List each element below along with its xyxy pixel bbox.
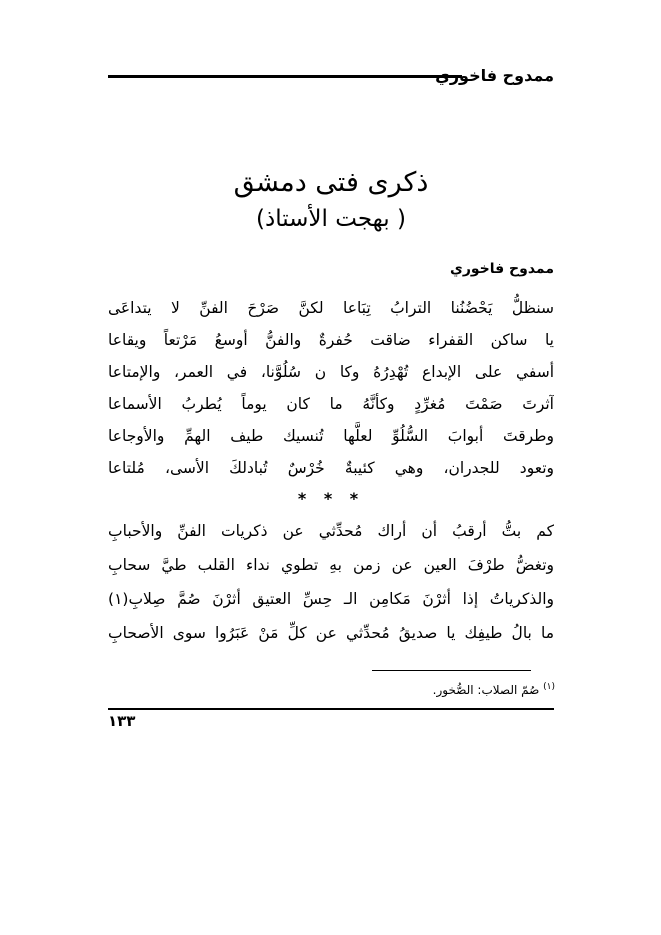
verse-line: ما بالُ طيفِك يا صديقُ مُحدِّثي عن كلِّ مَنْ عَبَرُوا سوى الأصحابِ [108,624,554,642]
verse-line: كم بتُّ أرقبُ أن أراك مُحدِّثي عن ذكريات الفنِّ والأحبابِ [108,522,554,540]
footnote-text: صُمّ الصلاب: الصُّخور. [432,683,540,697]
poem-title: ذكرى فتى دمشق [233,167,429,198]
header-rule [108,75,462,78]
running-header [108,64,554,90]
verse-line: وطرقتَ أبوابَ السُّلُوِّ لعلَّها تُنسيك طيف الهمِّ والأوجاعا [108,427,554,445]
poem-subtitle: ( بهجت الأستاذ) [256,206,406,232]
footnote-marker: (١) [543,682,555,692]
stanza-2 [108,514,554,650]
footnote [433,678,555,699]
stanza-separator: * * * [297,489,365,508]
header-author-name: ممدوح فاخوري [435,66,554,85]
verse-line: سنظلُّ يَحْضُنُنا الترابُ تِبَاعا لكنَّ صَرْحَ الفنِّ لا يتداعَى [108,299,554,317]
verse-line: وتعود للجدران، وهي كئيبةٌ خُرْسٌ تُبادلكَ الأسى، مُلتاعا [108,459,554,477]
page-number: ١٣٣ [108,712,136,730]
footer-rule [108,708,554,710]
verse-line: والذكرياتُ إذا أثرْنَ مَكامِن الـ حِسِّ العتيق أثرْنَ صُمَّ صِلابِ(١) [108,590,554,608]
poem-author: ممدوح فاخوري [450,261,554,277]
verse-line: آثرتَ صَمْتَ مُغرِّدٍ وكأنَّهُ ما كان يوماً يُطربُ الأسماعا [108,395,554,413]
verse-line: أسفي على الإبداع تُهْدِرُهُ وكا ن سُلُوَّنا، في العمر، والإمتاعا [108,363,554,381]
stanza-1 [108,292,554,484]
verse-line: يا ساكن القفراء ضاقت حُفرةٌ والفنُّ أوسعُ مَرْتعاً ويقاعا [108,331,554,349]
verse-line: وتغضُّ طرْفَ العين عن زمن بهِ تطوي نداء القلب طيَّ سحابِ [108,556,554,574]
footnote-rule [372,670,531,671]
